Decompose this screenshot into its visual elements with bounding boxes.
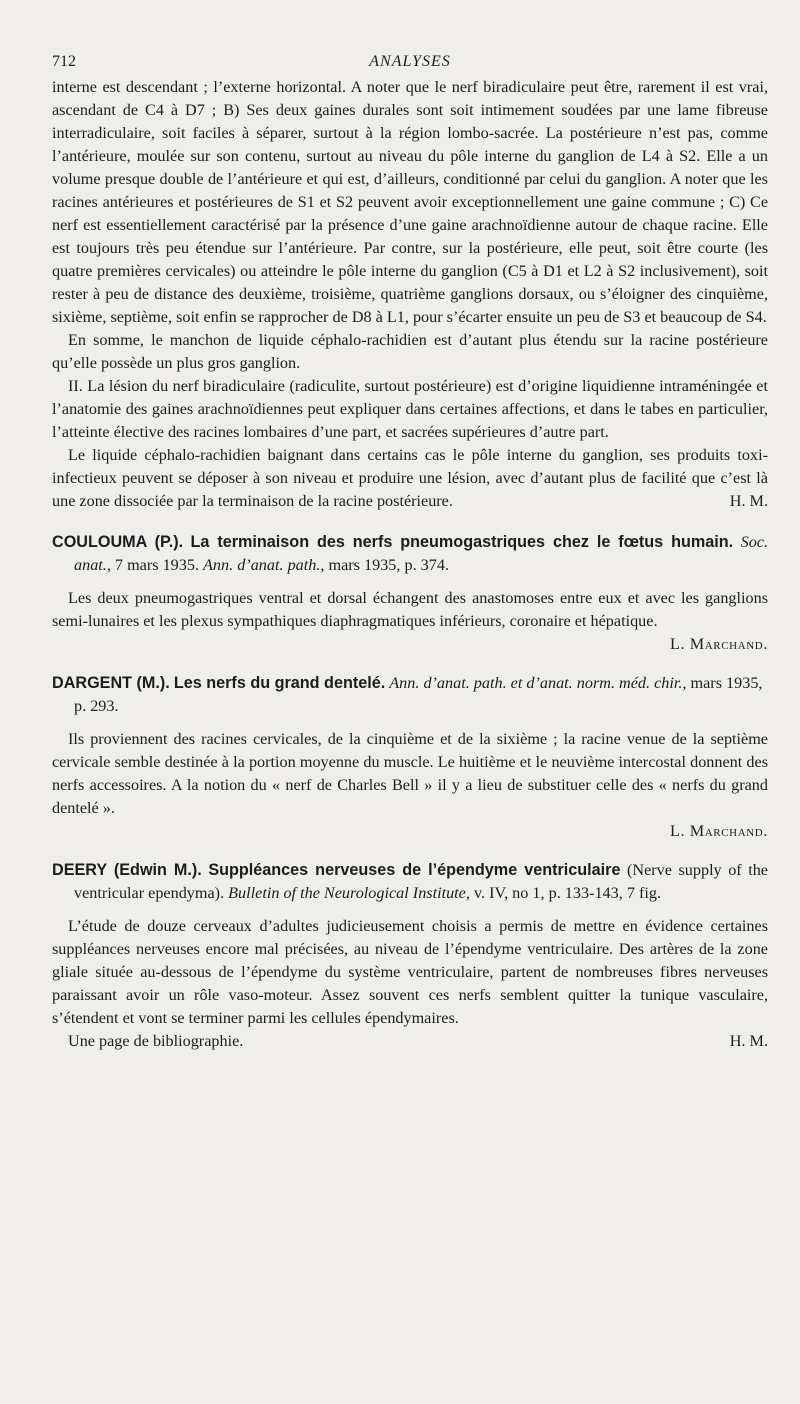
paragraph-text: Le liquide céphalo-rachidien baignant dans certains cas le pôle interne du ganglion, ses produits toxi-infectieux peuvent se déposer à son niveau et produire une lésion, avec d’autant plus de facilité que c’est là une zone dissociée par la terminaison de la racine postérieure.: [52, 446, 768, 510]
signature-line: [52, 820, 768, 843]
entry-body: [52, 1030, 768, 1053]
entry-heading: [52, 531, 768, 577]
paragraph: En somme, le manchon de liquide céphalo-rachidien est d’autant plus étendu sur la racine postérieure qu’elle possède un plus gros ganglion.: [52, 331, 768, 372]
continuation-section: [52, 76, 768, 513]
entry-title: Les nerfs du grand dentelé.: [173, 674, 386, 692]
entry-journal: Bulletin of the Neurological Institute,: [228, 884, 470, 902]
signature: H. M.: [729, 1032, 768, 1050]
running-title: ANALYSES: [369, 53, 451, 70]
entry-title: La terminaison des nerfs pneumogastriques chez le fœtus humain.: [190, 533, 734, 551]
paragraph: interne est descendant ; l’externe horizontal. A noter que le nerf biradiculaire peut être, rarement il est vrai, ascendant de C4 à D7 ; B) Ses deux gaines durales sont soit intimement soudées par une lame fibreuse interradiculaire, soit faciles à séparer, surtout à la région lombo-sacrée. La postérieure n’est pas, comme l’antérieure, moulée sur son contenu, surtout au niveau du pôle interne du ganglion de L4 à S2. Elle a un volume presque double de l’antérieure et qui est, d’ailleurs, conditionné par celui du ganglion. A noter que les racines antérieures et postérieures de S1 et S2 peuvent avoir exceptionnellement une gaine commune ; C) Ce nerf est essentiellement caractérisé par la présence d’une gaine arachnoïdienne autour de chaque racine. Elle est toujours très peu étendue sur l’antérieure. Par contre, sur la postérieure, elle peut, soit être courte (les quatre premières cervicales) ou atteindre le pôle interne du ganglion (C5 à D1 et L2 à S2 inclusivement), soit rester à peu de distance des deuxième, troisième, quatrième ganglions dorsaux, ou s’éloigner des cinquième, sixième, septième, soit enfin se rapprocher de D8 à L1, pour s’écarter ensuite un peu de S3 et beaucoup de S4.: [52, 78, 768, 326]
signature: H. M.: [729, 492, 768, 510]
page-header: [52, 50, 768, 76]
entry-journal: Ann. d’anat. path.,: [203, 556, 325, 574]
abstract-entry: [52, 859, 768, 1053]
entry-body: [52, 728, 768, 820]
entry-body: [52, 587, 768, 656]
page: [52, 50, 768, 1053]
entry-journal: Ann. d’anat. path. et d’anat. norm. méd. chir.,: [389, 674, 687, 692]
entry-body-text: Les deux pneumogastriques ventral et dorsal échangent des anastomoses entre eux et avec les ganglions semi-lunaires et les plexus sympathiques diaphragmatiques inférieurs, coronaire et hépatique.: [52, 589, 768, 630]
entry-body-text: Ils proviennent des racines cervicales, de la cinquième et de la sixième ; la racine venue de la septième cervicale semble destinée à la portion moyenne du muscle. Le huitième et le neuvième intercostal donnent des nerfs accessoires. A la notion du « nerf de Charles Bell » il y a lieu de substituer celle des « nerfs du grand dentelé ».: [52, 730, 768, 817]
entry-pages: mars 1935, p. 293.: [74, 674, 763, 715]
entry-body-text: Une page de bibliographie.: [68, 1032, 244, 1050]
abstract-entry: [52, 672, 768, 843]
entry-title: Suppléances nerveuses de l’épendyme ventriculaire: [208, 861, 621, 879]
entry-author: COULOUMA (P.).: [52, 533, 184, 551]
entry-pages: v. IV, no 1, p. 133-143, 7 fig.: [469, 884, 662, 902]
entry-heading: [52, 672, 768, 718]
entry-author: DARGENT (M.).: [52, 674, 170, 692]
signature: L. Marchand.: [669, 635, 768, 653]
entry-date: 7 mars 1935.: [110, 556, 204, 574]
entry-body: L’étude de douze cerveaux d’adultes judicieusement choisis a permis de mettre en évidence certaines suppléances nerveuses encore mal précisées, au niveau de l’épendyme ventriculaire. Des artères de la zone gliale située au-dessous de l’épendyme du système ventriculaire, partent de nombreuses fibres nerveuses paraissant avoir un rôle vaso-moteur. Assez souvent ces nerfs semblent quitter la tunique vasculaire, s’étendent et vont se terminer parmi les cellules épendymaires.: [52, 917, 768, 1027]
entry-pages: mars 1935, p. 374.: [324, 556, 449, 574]
entry-journal: Soc. anat.,: [74, 533, 769, 574]
entry-heading: [52, 859, 768, 905]
entry-translation: (Nerve supply of the ventricular ependyma).: [74, 861, 768, 902]
entry-author: DEERY (Edwin M.).: [52, 861, 202, 879]
abstract-entry: [52, 531, 768, 656]
signature: L. Marchand.: [669, 822, 768, 840]
paragraph: [52, 444, 768, 513]
page-number: 712: [52, 53, 76, 70]
paragraph: II. La lésion du nerf biradiculaire (radiculite, surtout postérieure) est d’origine liquidienne intraméningée et l’anatomie des gaines arachnoïdiennes peut expliquer dans certaines affections, et dans le tabes en particulier, l’atteinte élective des racines lombaires d’une part, et sacrées supérieures d’autre part.: [52, 377, 768, 441]
